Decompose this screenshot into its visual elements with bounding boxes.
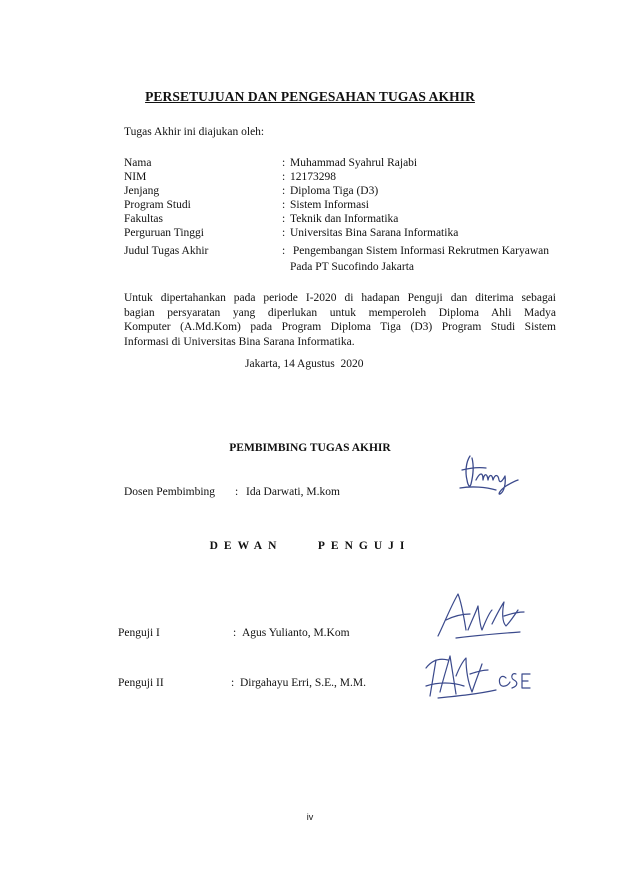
info-value: Muhammad Syahrul Rajabi [290, 157, 418, 169]
document-title: PERSETUJUAN DAN PENGESAHAN TUGAS AKHIR [145, 89, 475, 104]
paragraph-line: Komputer (A.Md.Kom) pada Program Diploma Tiga (D3) Program Studi Sistem [124, 321, 556, 333]
info-value: Universitas Bina Sarana Informatika [290, 227, 459, 239]
info-label: Nama [124, 157, 152, 169]
intro-text: Tugas Akhir ini diajukan oleh: [124, 126, 265, 138]
penguji-2-signature [418, 646, 546, 706]
page-number: iv [306, 812, 314, 822]
penguji-2-label: Penguji II [118, 677, 164, 689]
info-colon: : [282, 213, 286, 225]
info-colon: : [282, 171, 286, 183]
pembimbing-colon: : [235, 486, 239, 498]
info-colon: : [282, 245, 286, 257]
pembimbing-label: Dosen Pembimbing [124, 486, 216, 498]
info-colon: : [282, 185, 286, 197]
info-value-cont: Pada PT Sucofindo Jakarta [290, 261, 415, 273]
pembimbing-title: PEMBIMBING TUGAS AKHIR [229, 442, 391, 454]
paragraph-line: Informasi di Universitas Bina Sarana Informatika. [124, 335, 355, 348]
paragraph-line: Untuk dipertahankan pada periode I-2020 di hadapan Penguji dan diterima sebagai [124, 292, 556, 304]
info-label: NIM [124, 171, 147, 183]
info-value: 12173298 [290, 171, 336, 183]
penguji-2-colon: : [231, 677, 235, 689]
paragraph-line: bagian persyaratan yang diperlukan untuk memperoleh Diploma Ahli Madya [124, 306, 556, 319]
info-label: Perguruan Tinggi [124, 227, 204, 239]
info-value: Teknik dan Informatika [290, 213, 399, 225]
info-colon: : [282, 227, 286, 239]
penguji-2-name: Dirgahayu Erri, S.E., M.M. [240, 677, 366, 689]
penguji-1-name: Agus Yulianto, M.Kom [242, 627, 350, 639]
info-label: Judul Tugas Akhir [124, 245, 209, 257]
pembimbing-name: Ida Darwati, M.kom [246, 486, 340, 498]
penguji-1-colon: : [233, 627, 237, 639]
info-value: Diploma Tiga (D3) [290, 185, 379, 197]
penguji-1-signature [432, 586, 528, 644]
info-value: Pengembangan Sistem Informasi Rekrutmen Karyawan [290, 245, 550, 257]
info-colon: : [282, 199, 286, 211]
info-label: Program Studi [124, 199, 191, 211]
info-label: Fakultas [124, 213, 163, 225]
dewan-penguji-title: DEWAN PENGUJI [209, 540, 411, 552]
date-line: Jakarta, 14 Agustus 2020 [245, 358, 364, 370]
pembimbing-signature [456, 450, 522, 500]
statement-paragraph [124, 291, 556, 349]
info-colon: : [282, 157, 286, 169]
info-label: Jenjang [124, 185, 160, 197]
info-value: Sistem Informasi [290, 199, 369, 211]
penguji-1-label: Penguji I [118, 627, 160, 639]
